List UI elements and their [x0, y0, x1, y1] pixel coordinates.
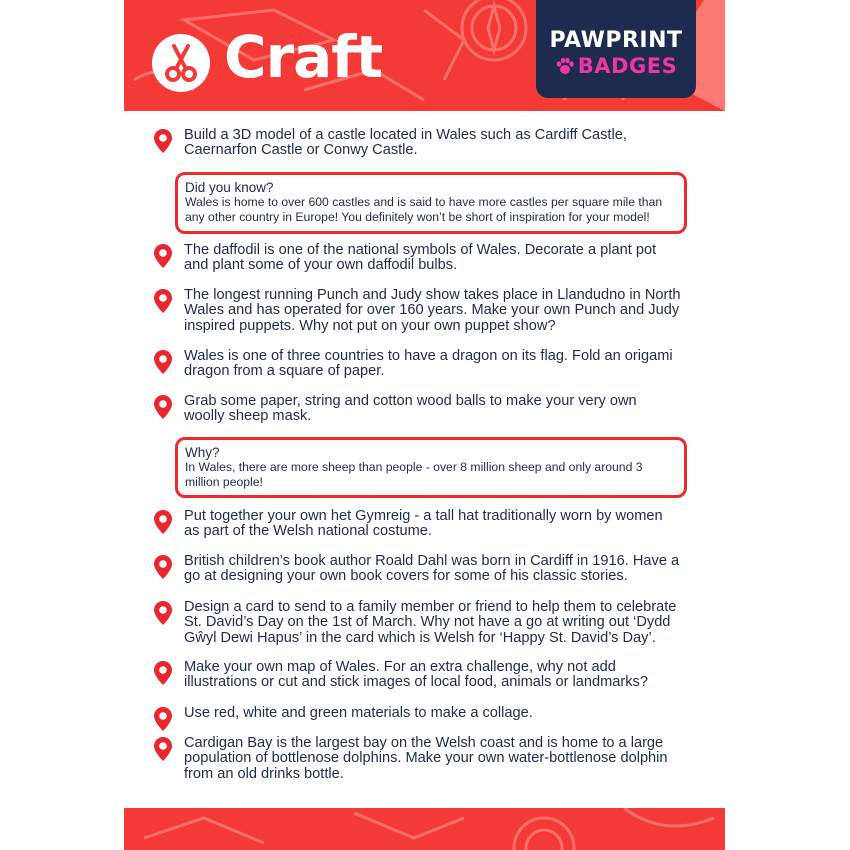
brand-badges-text: BADGES [577, 54, 678, 78]
scissors-icon [152, 34, 210, 92]
item-line: Wales and has operated for over 160 years. Make your own Punch and Judy [184, 302, 680, 319]
item-line: and plant some of your own daffodil bulbs. [184, 257, 458, 274]
did-you-know-callout [175, 172, 687, 234]
item-line: Grab some paper, string and cotton wood balls to make your very own [184, 393, 637, 409]
map-pin-icon [154, 395, 172, 419]
item-line: dragon from a square of paper. [184, 363, 385, 380]
item-line: The daffodil is one of the national symbols of Wales. Decorate a plant pot [184, 242, 657, 258]
pawprint-badges-logo [536, 0, 696, 98]
brand-name-top: PAWPRINT [549, 28, 683, 53]
map-pin-icon [154, 555, 172, 579]
paw-icon [555, 56, 575, 76]
map-pin-icon [154, 601, 172, 625]
item-line: Caernarfon Castle or Conwy Castle. [184, 142, 418, 159]
map-pin-icon [154, 707, 172, 731]
item-line: Make your own map of Wales. For an extra challenge, why not add [184, 659, 616, 675]
map-pin-icon [154, 129, 172, 153]
item-line: Build a 3D model of a castle located in Wales such as Cardiff Castle, [184, 127, 627, 143]
item-line: go at designing your own book covers for some of his classic stories. [184, 568, 628, 585]
callout-text: In Wales, there are more sheep than people - over 8 million sheep and only around 3 [185, 460, 643, 474]
map-pin-icon [154, 350, 172, 374]
callout-text: Wales is home to over 600 castles and is said to have more castles per square mile than [185, 195, 663, 209]
item-line: Cardigan Bay is the largest bay on the Welsh coast and is home to a large [184, 735, 664, 751]
activity-sheet [124, 0, 725, 850]
why-callout [175, 437, 687, 498]
item-line: Use red, white and green materials to make a collage. [184, 705, 533, 721]
item-line: The longest running Punch and Judy show takes place in Llandudno in North [184, 287, 681, 303]
header-banner [124, 0, 725, 111]
page-title: Craft [224, 23, 383, 91]
map-pin-icon [154, 289, 172, 313]
callout-title: Did you know? [185, 180, 274, 195]
map-pin-icon [154, 244, 172, 268]
callout-text: any other country in Europe! You definitely won’t be short of inspiration for your model! [185, 210, 650, 224]
map-pin-icon [154, 661, 172, 685]
item-line: from an old drinks bottle. [184, 765, 344, 782]
travel-doodles-decoration [124, 808, 725, 850]
brand-name-bottom [536, 54, 696, 78]
callout-title: Why? [185, 445, 220, 460]
item-line: Wales is one of three countries to have a dragon on its flag. Fold an origami [184, 348, 673, 364]
footer-banner [124, 808, 725, 850]
item-line: illustrations or cut and stick images of local food, animals or landmarks? [184, 674, 648, 691]
item-line: population of bottlenose dolphins. Make your own water-bottlenose dolphin [184, 750, 668, 767]
item-line: Put together your own het Gymreig - a tall hat traditionally worn by women [184, 508, 663, 524]
item-line: Design a card to send to a family member or friend to help them to celebrate [184, 599, 677, 615]
item-line: as part of the Welsh national costume. [184, 523, 432, 540]
item-line: St. David’s Day on the 1st of March. Why not have a go at writing out ‘Dydd [184, 614, 671, 631]
item-line: inspired puppets. Why not put on your own puppet show? [184, 317, 556, 334]
item-line: Gŵyl Dewi Hapus’ in the card which is Welsh for ‘Happy St. David’s Day’. [184, 629, 656, 646]
item-line: British children’s book author Roald Dahl was born in Cardiff in 1916. Have a [184, 553, 680, 569]
item-line: woolly sheep mask. [184, 408, 312, 425]
callout-text: million people! [185, 475, 263, 489]
map-pin-icon [154, 510, 172, 534]
map-pin-icon [154, 737, 172, 761]
